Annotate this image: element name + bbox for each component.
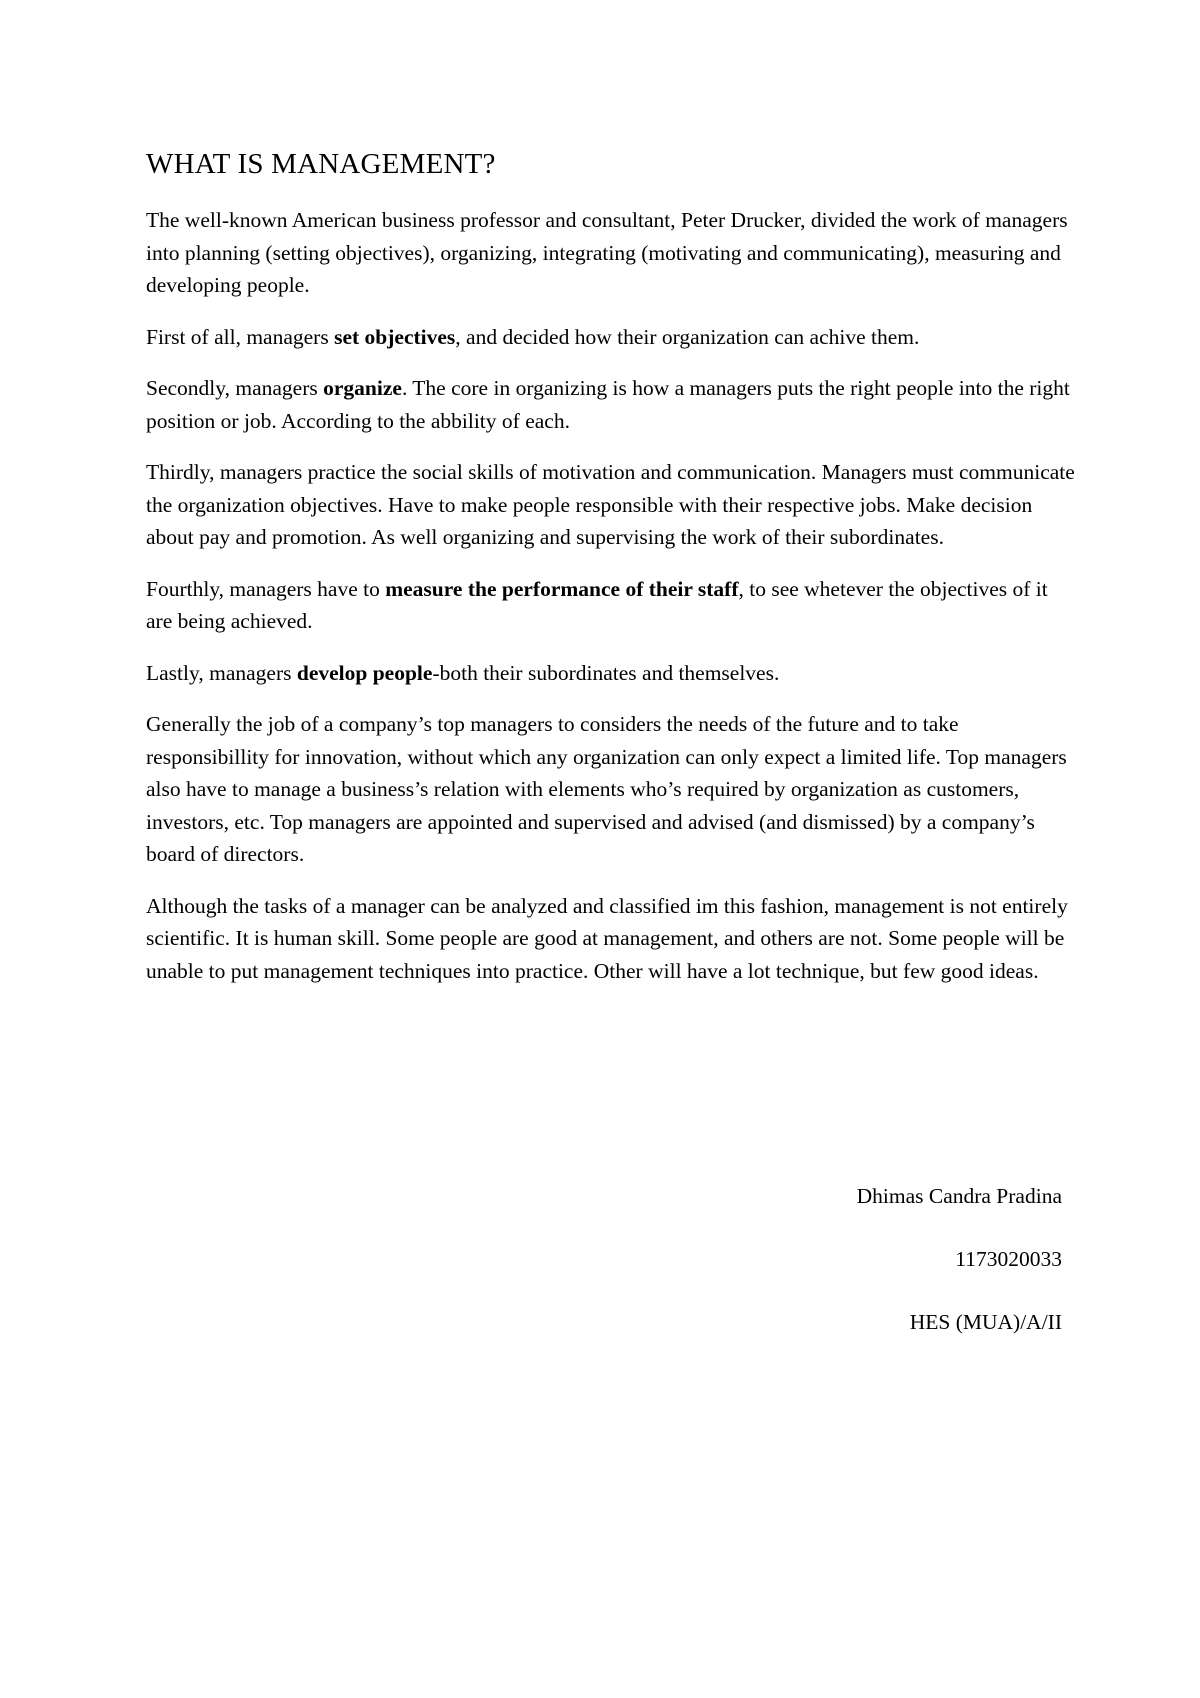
paragraph-text: Secondly, managers [146, 376, 324, 400]
paragraph-organize [146, 372, 1076, 437]
bold-term: develop people [296, 660, 433, 685]
student-id: 1173020033 [955, 1247, 1062, 1271]
paragraph-measure-performance [146, 573, 1076, 638]
document-title: WHAT IS MANAGEMENT? [146, 148, 496, 180]
class-code: HES (MUA)/A/II [909, 1310, 1062, 1334]
paragraph-text: -both their subordinates and themselves. [432, 660, 780, 685]
paragraph-text: , to see whetever the objectives of it are being achieved. [146, 576, 1048, 633]
bold-term: organize [323, 376, 402, 400]
paragraph-text: Generally the job of a company’s top managers to considers the needs of the future and to take responsibillity for innovation, without which any organization can only expect a limited life. Top managers also have to manage a business’s relation with elements who’s required by organization as customers, investors, etc. Top managers are appointed and supervised and advised (and dismissed) by a company’s board of directors. [146, 712, 1067, 866]
document-body [146, 146, 1076, 1006]
paragraph-conclusion [146, 890, 1076, 988]
bold-term: measure the performance of their staff [385, 576, 739, 601]
author-name: Dhimas Candra Pradina [856, 1184, 1062, 1208]
paragraph-text: The well-known American business professor and consultant, Peter Drucker, divided the work of managers into planning (setting objectives), organizing, integrating (motivating and communicating), measuring and developing people. [146, 208, 1068, 297]
bold-term: set objectives [334, 324, 456, 349]
paragraph-intro [146, 204, 1076, 302]
paragraph-develop-people [146, 657, 1076, 690]
paragraph-communication [146, 456, 1076, 554]
paragraph-text: Thirdly, managers practice the social skills of motivation and communication. Managers must communicate the organization objectives. Have to make people responsible with their respective jobs. Make decision about pay and promotion. As well organizing and supervising the work of their subordinates. [146, 460, 1075, 549]
paragraph-set-objectives [146, 321, 1076, 354]
paragraph-text: , and decided how their organization can achive them. [455, 324, 920, 349]
signature-block [857, 1180, 1062, 1369]
paragraph-top-managers [146, 708, 1076, 871]
paragraph-text: First of all, managers [146, 324, 335, 349]
paragraph-text: . The core in organizing is how a managers puts the right people into the right position or job. According to the abbility of each. [146, 376, 1070, 433]
paragraph-text: Fourthly, managers have to [146, 576, 386, 601]
paragraph-text: Lastly, managers [146, 660, 297, 685]
paragraph-text: Although the tasks of a manager can be analyzed and classified im this fashion, management is not entirely scientific. It is human skill. Some people are good at management, and others are not. Some people will be unable to put management techniques into practice. Other will have a lot technique, but few good ideas. [146, 893, 1068, 983]
